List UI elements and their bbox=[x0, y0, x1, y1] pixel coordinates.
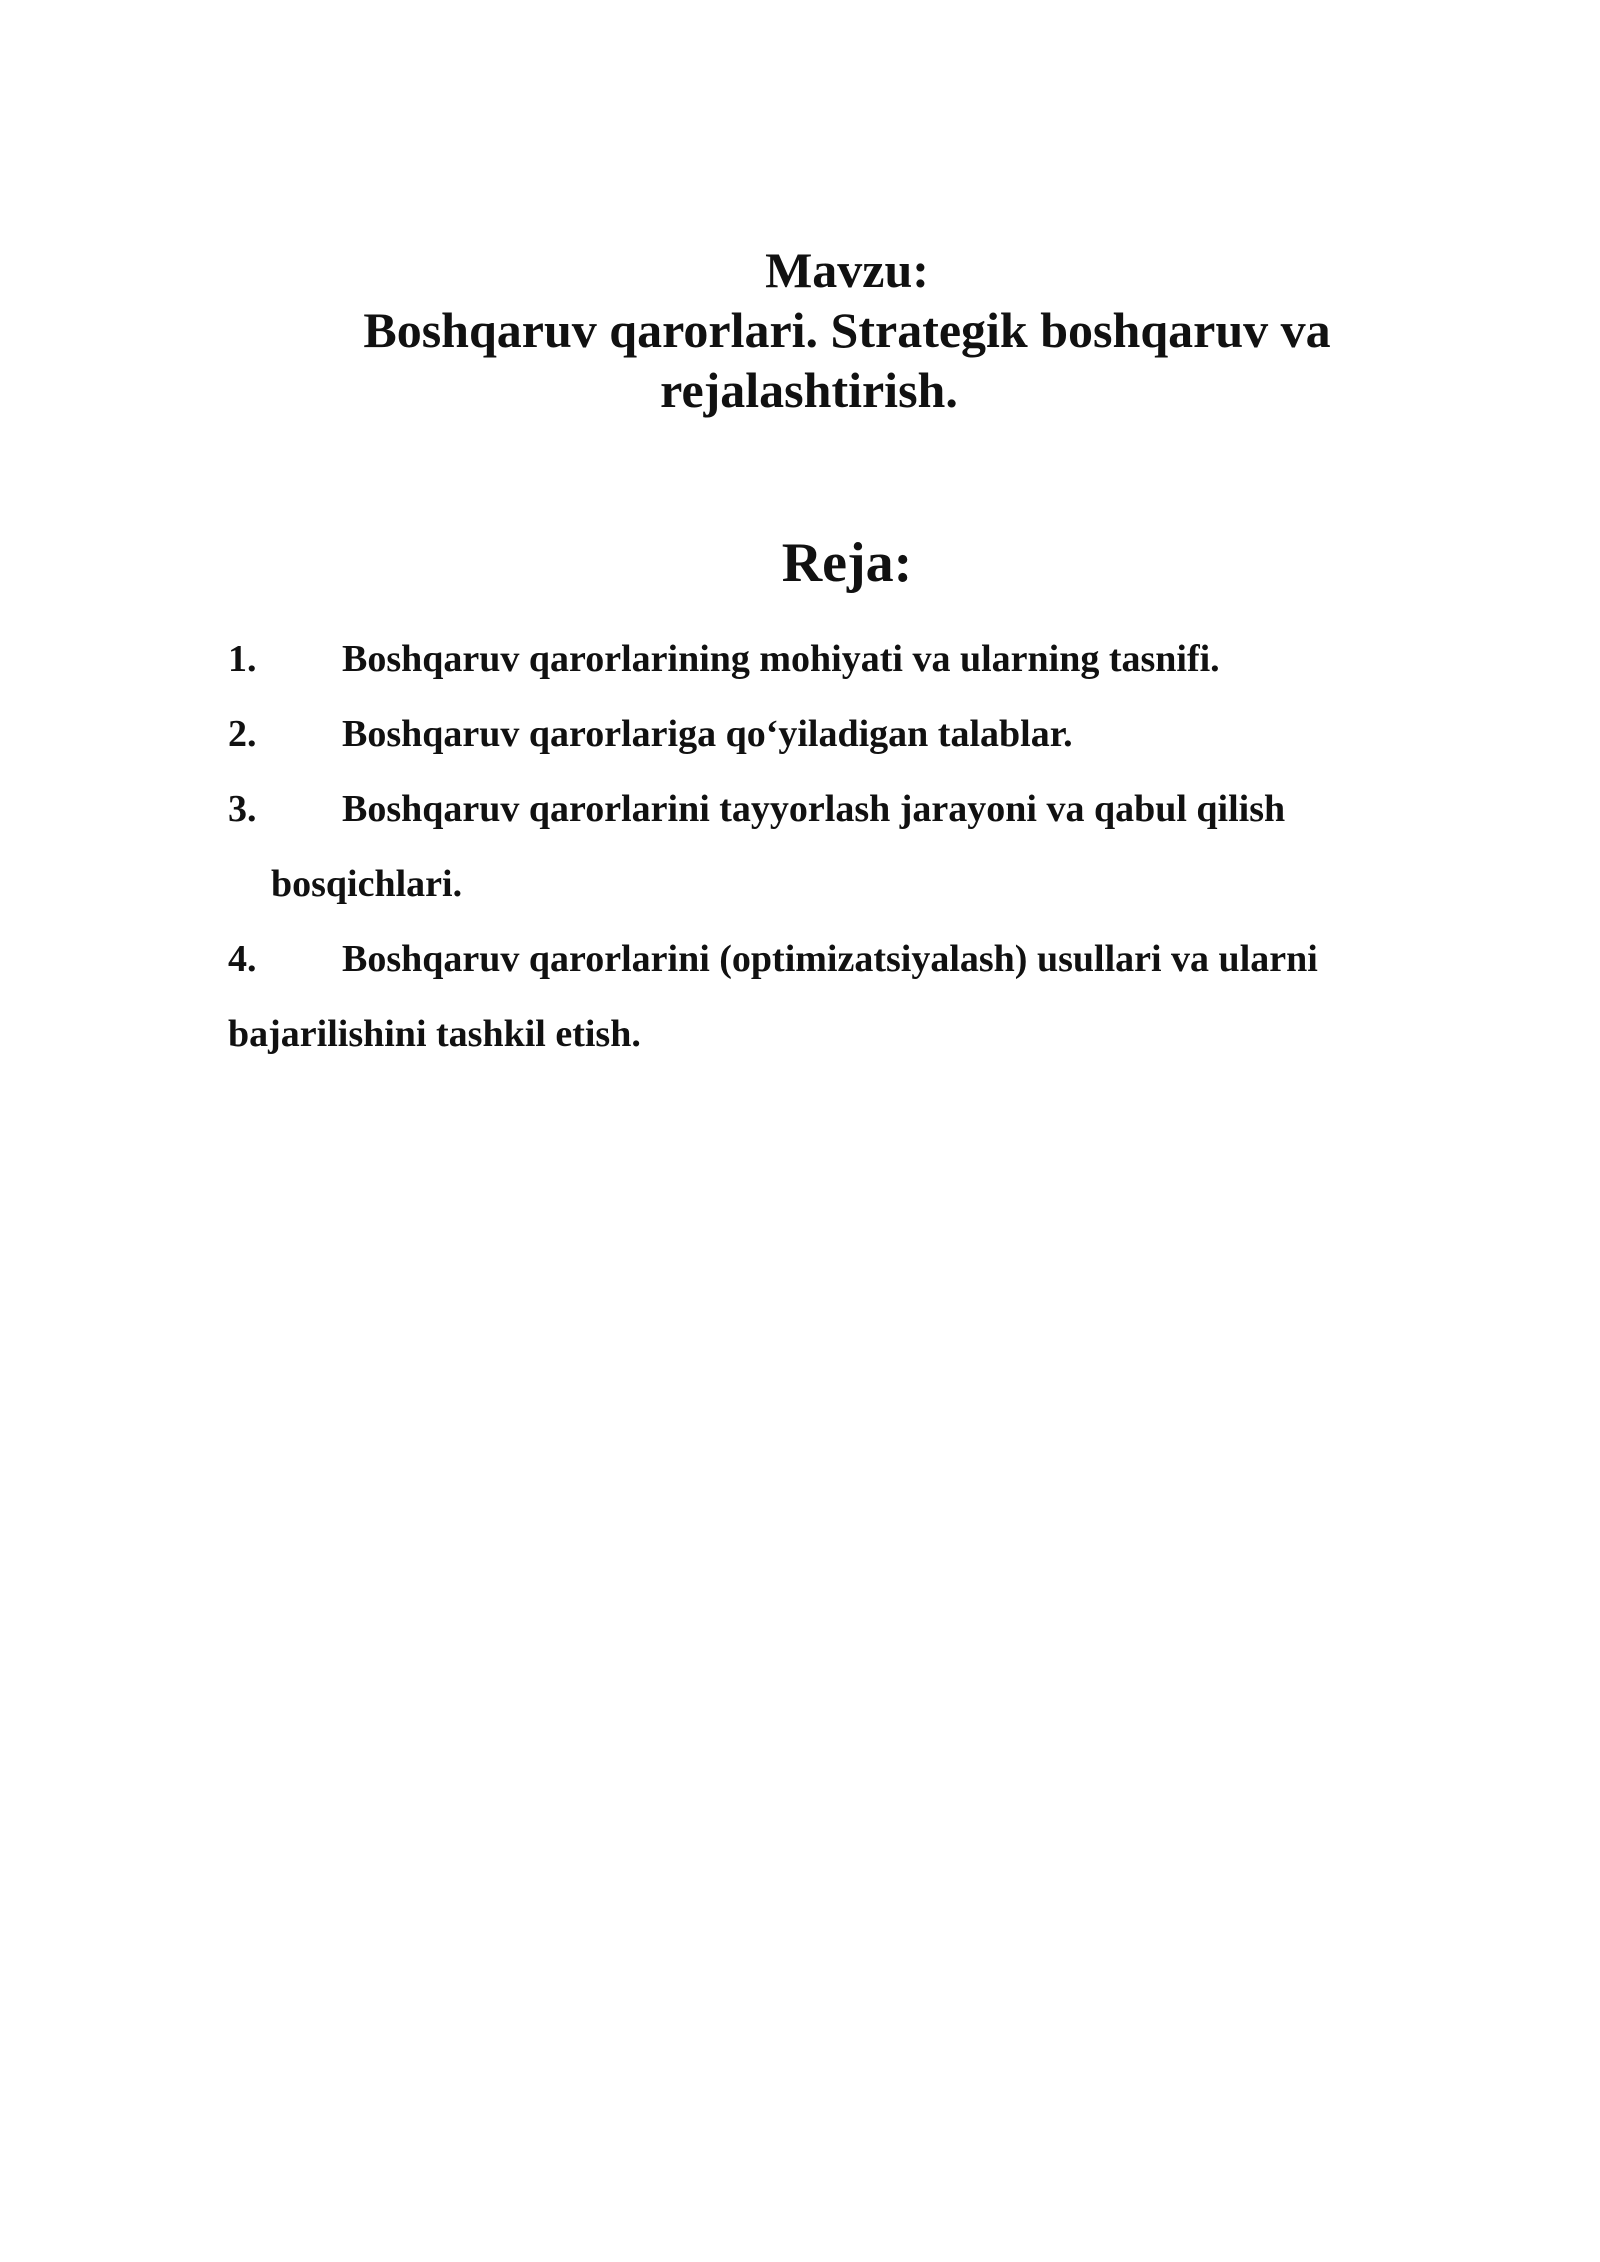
topic-title-line-1: Boshqaruv qarorlari. Strategik boshqaruv va bbox=[363, 302, 1331, 358]
plan-item-number: 4. bbox=[228, 938, 257, 980]
plan-item-2 bbox=[228, 697, 1468, 772]
plan-item-1 bbox=[228, 622, 1468, 697]
plan-list bbox=[228, 622, 1468, 1072]
plan-item-text: Boshqaruv qarorlariga qo‘yiladigan talablar. bbox=[342, 713, 1073, 755]
plan-item-text: Boshqaruv qarorlarining mohiyati va ularning tasnifi. bbox=[342, 638, 1220, 680]
plan-item-number: 3. bbox=[228, 788, 257, 830]
plan-item-number: 1. bbox=[228, 638, 257, 680]
topic-title-line-2: rejalashtirish. bbox=[660, 362, 958, 418]
plan-item-4 bbox=[228, 922, 1468, 997]
plan-heading bbox=[0, 530, 1600, 596]
topic-label: Mavzu: bbox=[765, 242, 929, 298]
topic-heading bbox=[0, 240, 1600, 420]
plan-item-text: Boshqaruv qarorlarini (optimizatsiyalash) usullari va ularni bbox=[342, 938, 1318, 980]
plan-item-3-continuation: bosqichlari. bbox=[271, 863, 463, 905]
plan-item-text: Boshqaruv qarorlarini tayyorlash jarayoni va qabul qilish bbox=[342, 788, 1286, 830]
plan-label: Reja: bbox=[781, 532, 913, 594]
plan-item-4-continuation: bajarilishini tashkil etish. bbox=[228, 1013, 641, 1055]
plan-item-3 bbox=[228, 772, 1468, 847]
plan-item-number: 2. bbox=[228, 713, 257, 755]
